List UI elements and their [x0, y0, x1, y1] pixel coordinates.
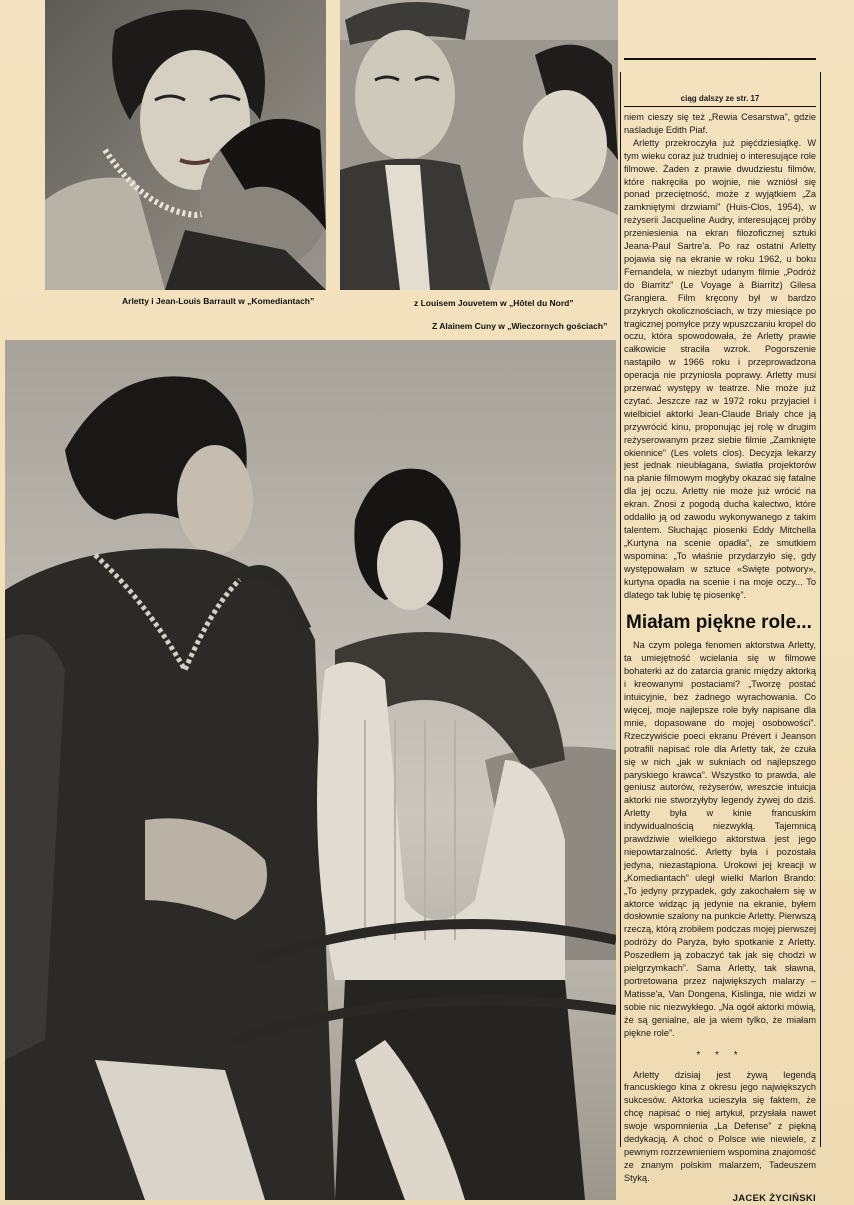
caption-cuny: Z Alainem Cuny w „Wieczornych gościach”	[432, 321, 608, 331]
photo-arletty-barrault	[45, 0, 326, 290]
article-column	[624, 94, 816, 1204]
article-body-part2	[624, 639, 816, 1039]
photo-arletty-cuny	[5, 340, 616, 1200]
paragraph: Arletty dzisiaj jest żywą legendą francuskiego kina z okresu jego największych sukcesów. Aktorka ucieszyła się faktem, że chcę napisać o niej artykuł, przysłała nawet swoje wspomnienia „La Defense” z piękną dedykacją. A choć o Polsce wie niewiele, z pewnym rozrzewnieniem wspomina znajomość ze znanym polskim malarzem, Tadeuszem Styką.	[624, 1069, 816, 1183]
paragraph: Na czym polega fenomen aktorstwa Arletty, ta umiejętność wcielania się w filmowe bohaterki aż do zatarcia granic między aktorką i kreowanymi postaciami? „Tworzę postać intuicyjnie, bez żadnego wyrachowania. Co więcej, moje najlepsze role były napisane dla mnie, dopasowane do mojej osobowości”. Rzeczywiście poeci ekranu Prévert i Jeanson potrafili napisać role dla Arletty tak, że czuła się w nich „jak w sukniach od najlepszego paryskiego krawca”. Wszystko to prawda, ale geniusz autorów, reżyserów, wreszcie intuicja aktorki nie stworzyłyby legendy żywej do dziś. Arletty była w kinie francuskim indywidualnością niezwykłą. Tajemnicą prawdziwie wielkiego aktorstwa jest jego niepowtarzalność. Arletty była i pozostała jedyna, niezastąpiona. Urokowi jej kreacji w „Komediantach” uległ wielki Marlon Brando: „To jedyny przypadek, gdy zakochałem się w aktorce widząc ją jedynie na ekranie, byłem dosłownie szalony na punkcie Arletty. Pierwszą rzeczą, którą zrobiłem podczas mojej pierwszej podróży do Paryża, było spotkanie z Arletty. Poszedłem ją zobaczyć tak jak się chodzi w pielgrzymkach”. Sama Arletty, tak sławna, portretowana przez największych malarzy – Matisse'a, Van Dongena, Kislinga, nie widzi w sobie nic niezwykłego. „Na ogół aktorki mówią, że są genialne, ale ja wiem tylko, że miałam piękne role”.	[624, 640, 816, 1038]
article-subheading: Miałam piękne role...	[626, 612, 812, 634]
photo-jouvet	[340, 0, 618, 290]
article-body-part1	[624, 111, 816, 601]
column-top-rule	[624, 58, 816, 60]
article-body-part3	[624, 1069, 816, 1185]
column-right-rule	[820, 72, 821, 1147]
caption-barrault: Arletty i Jean-Louis Barrault w „Komediantach”	[122, 296, 315, 306]
continuation-note: ciąg dalszy ze str. 17	[624, 94, 816, 107]
caption-jouvet: z Louisem Jouvetem w „Hôtel du Nord”	[414, 298, 574, 308]
section-separator: * * *	[696, 1049, 744, 1061]
paragraph: Arletty przekroczyła już pięćdziesiątkę. W tym wieku coraz już trudniej o interesujące role filmowe. Żaden z prawie dwudziestu filmów, które nakręciła po wojnie, nie wzniósł się ponad przeciętność, może z wyjątkiem „Za zamkniętymi drzwiami” (Huis-Clos, 1954), w reżyserii Jacqueline Audry, interesującej próby przeniesienia na ekran filozoficznej sztuki Jeana-Paul Sartre'a. Po raz ostatni Arletty pojawia się na ekranie w roku 1962, u boku Fernandela, w niezbyt udanym filmie „Podróż do Biarritz” (Le Voyage à Biarritz) Gilesa Grangiera. Film kręcony był w bardzo przykrych okolicznościach, w trzy miesiące po tragicznej pomyłce przy wpuszczaniu kropel do oczu, która spowodowała, że Arletty prawie całkowicie straciła wzrok. Pogorszenie nastąpiło w 1966 roku i przeprowadzona operacja nie przyniosła poprawy. Arletty musi przerwać występy w teatrze. Nie może już czytać. Jeszcze raz w 1972 roku przyjaciel i wielbiciel aktorki Jean-Claude Brialy chce ją przywrócić kinu, proponując jej rolę w drugim reżyserowanym przez siebie filmie „Zamknięte okiennice” (Les volets clos). Decyzja lekarzy jest jednak nieubłagana, światła projektorów na planie filmowym mogłyby okazać się fatalne dla jej oczu. Arletty nie może już wrócić na ekran. Znosi z pogodą ducha kalectwo, które oddaliło ją od zawodu wykonywanego z takim talentem. Słuchając piosenki Eddy Mitchella „Kurtyna na scenie opadła”, ze smutkiem wspomina: „To właśnie przydarzyło się, gdy występowałam w sztuce «Swięte potwory», kurtyna opadła na scenie i na moje oczy... To dlatego tak lubię tę piosenkę”.	[624, 137, 816, 600]
author-signature: JACEK ŻYCIŃSKI	[732, 1192, 816, 1204]
paragraph: niem cieszy się też „Rewia Cesarstwa”, gdzie naśladuje Edith Piaf.	[624, 112, 816, 135]
column-left-rule	[620, 72, 621, 1147]
